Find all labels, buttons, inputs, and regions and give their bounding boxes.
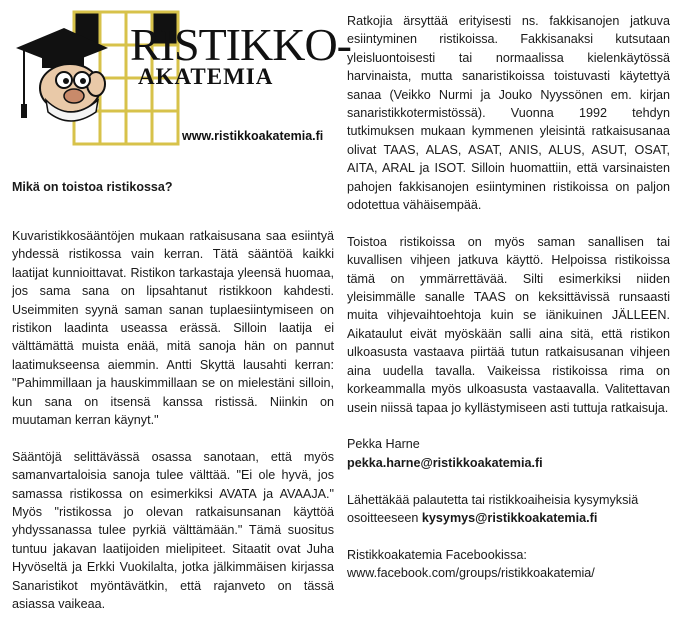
feedback-email-link[interactable]: kysymys@ristikkoakatemia.fi bbox=[421, 510, 598, 525]
left-column bbox=[12, 227, 334, 632]
author-email-link[interactable]: pekka.harne@ristikkoakatemia.fi bbox=[347, 455, 543, 470]
facebook-label: Ristikkoakatemia Facebookissa: bbox=[347, 547, 527, 562]
right-column bbox=[347, 12, 670, 583]
facebook-url-link[interactable]: www.facebook.com/groups/ristikkoakatemia/ bbox=[347, 566, 595, 581]
paragraph: Sääntöjä selittävässä osassa sanotaan, että myös samanvartaloisia sanoja tulee välttää. "Ei ole hyvä, jos samassa ristikossa on esimerkiksi AVATA ja AVAAJA." Myös "ristikossa jo olevan ratkaisunsanan käyttöä yhdyssanassa tulee pyrkiä välttämään." Tämä suositus tuntuu jakavan laatijoiden mielipiteet. Sitaatit ovat Juha Hyvöseltä ja Erkki Vuokilalta, jotka jälkimmäisen kirjassa Sanaristikot myöntävätkin, että rajanveto on tässä asiassa vaikeaa. bbox=[12, 449, 334, 612]
author-name: Pekka Harne bbox=[347, 437, 420, 452]
logo-url[interactable]: www.ristikkoakatemia.fi bbox=[182, 129, 324, 143]
paragraph: Kuvaristikkosääntöjen mukaan ratkaisusana saa esiintyä yhdessä ristikossa vain kerran. Tätä sääntöä kaikki laatijat kunnioittavat. Ristikon tarkastaja yleensä huomaa, jos sama sana on lipsahtanut ristikkoon kahdesti. Useimmiten syynä saman sanan tuplaesiintymiseen on ristikon laadinta useassa erässä. Silloin laatija ei välttämättä muista enää, mitä sanoja hän on pannut laatimukseensa aiemmin. Antti Skyttä lausahti kerran: "Pahimmillaan ja hauskimmillaan se on mielestäni silloin, kun sana on itsensä kanssa ristissä. Niinkin on muutaman kerran käynyt." bbox=[12, 229, 334, 428]
logo bbox=[12, 8, 351, 152]
article-heading: Mikä on toistoa ristikossa? bbox=[12, 180, 173, 194]
signature bbox=[347, 435, 670, 472]
feedback-text: Lähettäkää palautetta tai ristikkoaiheisia kysymyksiä osoitteeseen bbox=[347, 492, 639, 525]
logo-wordmark-top: RISTIKKO- bbox=[130, 19, 351, 70]
paragraph: Toistoa ristikoissa on myös saman sanallisen tai kuvallisen vihjeen jatkuva käyttö. Helpoissa ristikoissa tämä on ymmärrettävää. Silti esimerkiksi niiden yleisimmälle sanalle TAAS on keksittävissä runsaasti muita vihjevaihtoehtoja kuin se iänikuinen JÄLLEEN. Aikataulut eivät myöskään salli aina sitä, että ristikon ulkoasusta vastaava piirtää tutun ratkaisusanan vihjeen aina uudella tavalla. Vaikeissa ristikoissa rima on korkeammalla myös ulkoasusta vastaavalla. Valitettavan usein niissä tapaa jo kyllästymiseen asti tuttuja ratkaisuja. bbox=[347, 234, 670, 415]
logo-wordmark-bottom: AKATEMIA bbox=[138, 64, 274, 89]
professor-face-icon bbox=[40, 64, 105, 121]
feedback-block bbox=[347, 491, 670, 528]
paragraph: Ratkojia ärsyttää erityisesti ns. fakkisanojen jatkuva esiintyminen ristikoissa. Fakkisanaksi kutsutaan yleisluontoisesti tai normaalissa kielenkäytössä harvinaista, mutta sanaristikoissa toistuvasti käytettyä sanaa (Veikko Nurmi ja Jouko Nyyssönen em. kirjan sanaristikkotermistössä). Vuonna 1992 tehdyn tutkimuksen mukaan kymmenen yleisintä ratkaisusanaa olivat TAAS, ALAS, ASAT, ANIS, ALUS, ASUT, OSAT, AITA, ARAL ja ISOT. Silloin huomattiin, että varsinaisten pahojen fakkisanojen esiintyminen ristikoissa on paljon odotettua vähäisempää. bbox=[347, 14, 670, 213]
facebook-block bbox=[347, 546, 670, 583]
